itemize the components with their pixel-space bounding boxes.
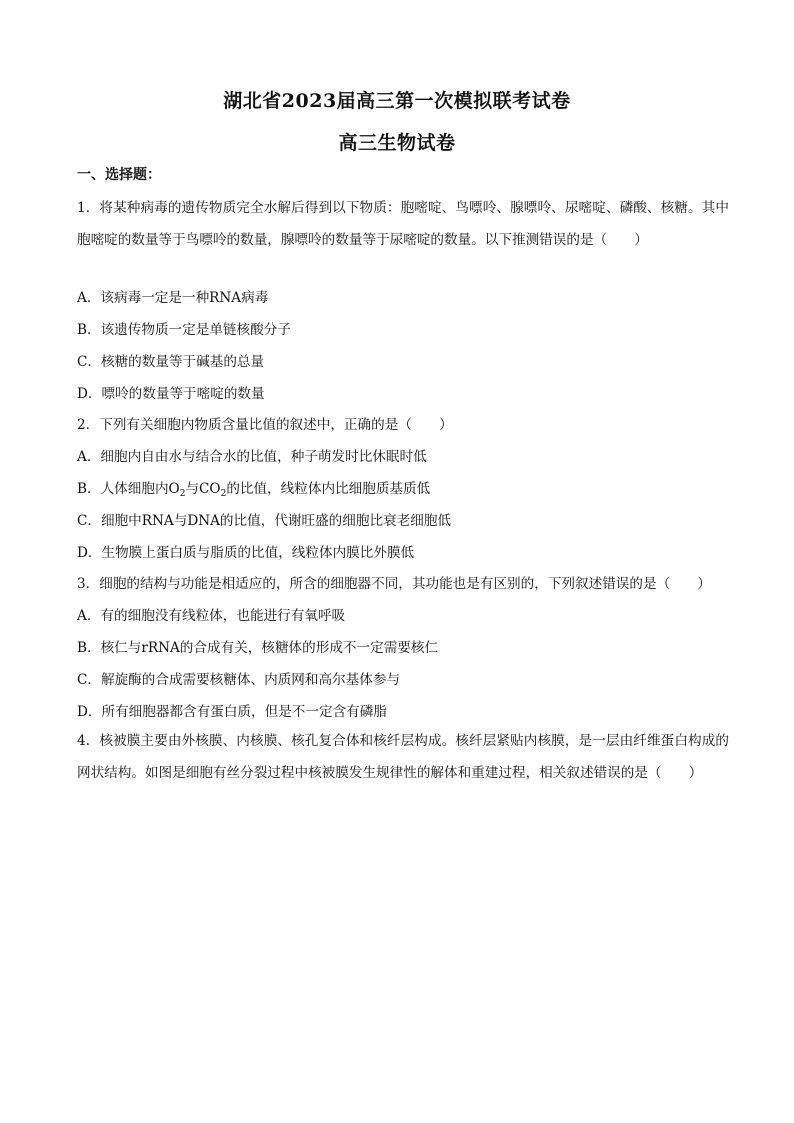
section-heading: 一、选择题： <box>77 167 161 183</box>
question-1-option-c: C．核糖的数量等于碱基的总量 <box>77 354 265 370</box>
question-3-option-a: A．有的细胞没有线粒体，也能进行有氧呼吸 <box>77 608 346 624</box>
question-1-option-b: B．该遗传物质一定是单链核酸分子 <box>77 322 291 338</box>
exam-title: 湖北省2023届高三第一次模拟联考试卷 <box>223 90 571 112</box>
question-1-option-a: A．该病毒一定是一种RNA病毒 <box>77 290 269 306</box>
oxygen-subscript: 2 <box>179 489 186 499</box>
question-3-stem: 3．细胞的结构与功能是相适应的，所含的细胞器不同，其功能也是有区别的，下列叙述错误的是（ ） <box>77 576 711 592</box>
question-4-stem: 4．核被膜主要由外核膜、内核膜、核孔复合体和核纤层构成。核纤层紧贴内核膜，是一层由纤维蛋白构成的网状结构。如图是细胞有丝分裂过程中核被膜发生规律性的解体和重建过程，相关叙述错误的是（ ） <box>77 733 729 781</box>
question-1-option-d: D．嘌呤的数量等于嘧啶的数量 <box>77 386 265 402</box>
carbon-dioxide-subscript: 2 <box>220 489 227 499</box>
question-2-stem: 2．下列有关细胞内物质含量比值的叙述中，正确的是（ ） <box>77 417 453 433</box>
question-1-stem: 1．将某种病毒的遗传物质完全水解后得到以下物质：胞嘧啶、鸟嘌呤、腺嘌呤、尿嘧啶、磷酸、核糖。其中胞嘧啶的数量等于鸟嘌呤的数量，腺嘌呤的数量等于尿嘧啶的数量。以下推测错误的是（ ） <box>77 200 729 248</box>
option-b-text-1: B．人体细胞内O <box>77 481 180 497</box>
question-3-option-d: D．所有细胞器都含有蛋白质，但是不一定含有磷脂 <box>77 704 387 720</box>
question-2-option-a: A．细胞内自由水与结合水的比值，种子萌发时比休眠时低 <box>77 449 427 465</box>
question-2-option-c: C．细胞中RNA与DNA的比值，代谢旺盛的细胞比衰老细胞低 <box>77 513 452 529</box>
question-2-option-b <box>77 479 727 499</box>
exam-subtitle: 高三生物试卷 <box>338 132 456 154</box>
option-b-text-3: 的比值，线粒体内比细胞质基质低 <box>226 481 431 497</box>
question-3-option-b: B．核仁与rRNA的合成有关，核糖体的形成不一定需要核仁 <box>77 640 439 656</box>
question-2-option-d: D．生物膜上蛋白质与脂质的比值，线粒体内膜比外膜低 <box>77 545 415 561</box>
question-3-option-c: C．解旋酶的合成需要核糖体、内质网和高尔基体参与 <box>77 672 401 688</box>
option-b-text-2: 与CO <box>185 481 221 497</box>
